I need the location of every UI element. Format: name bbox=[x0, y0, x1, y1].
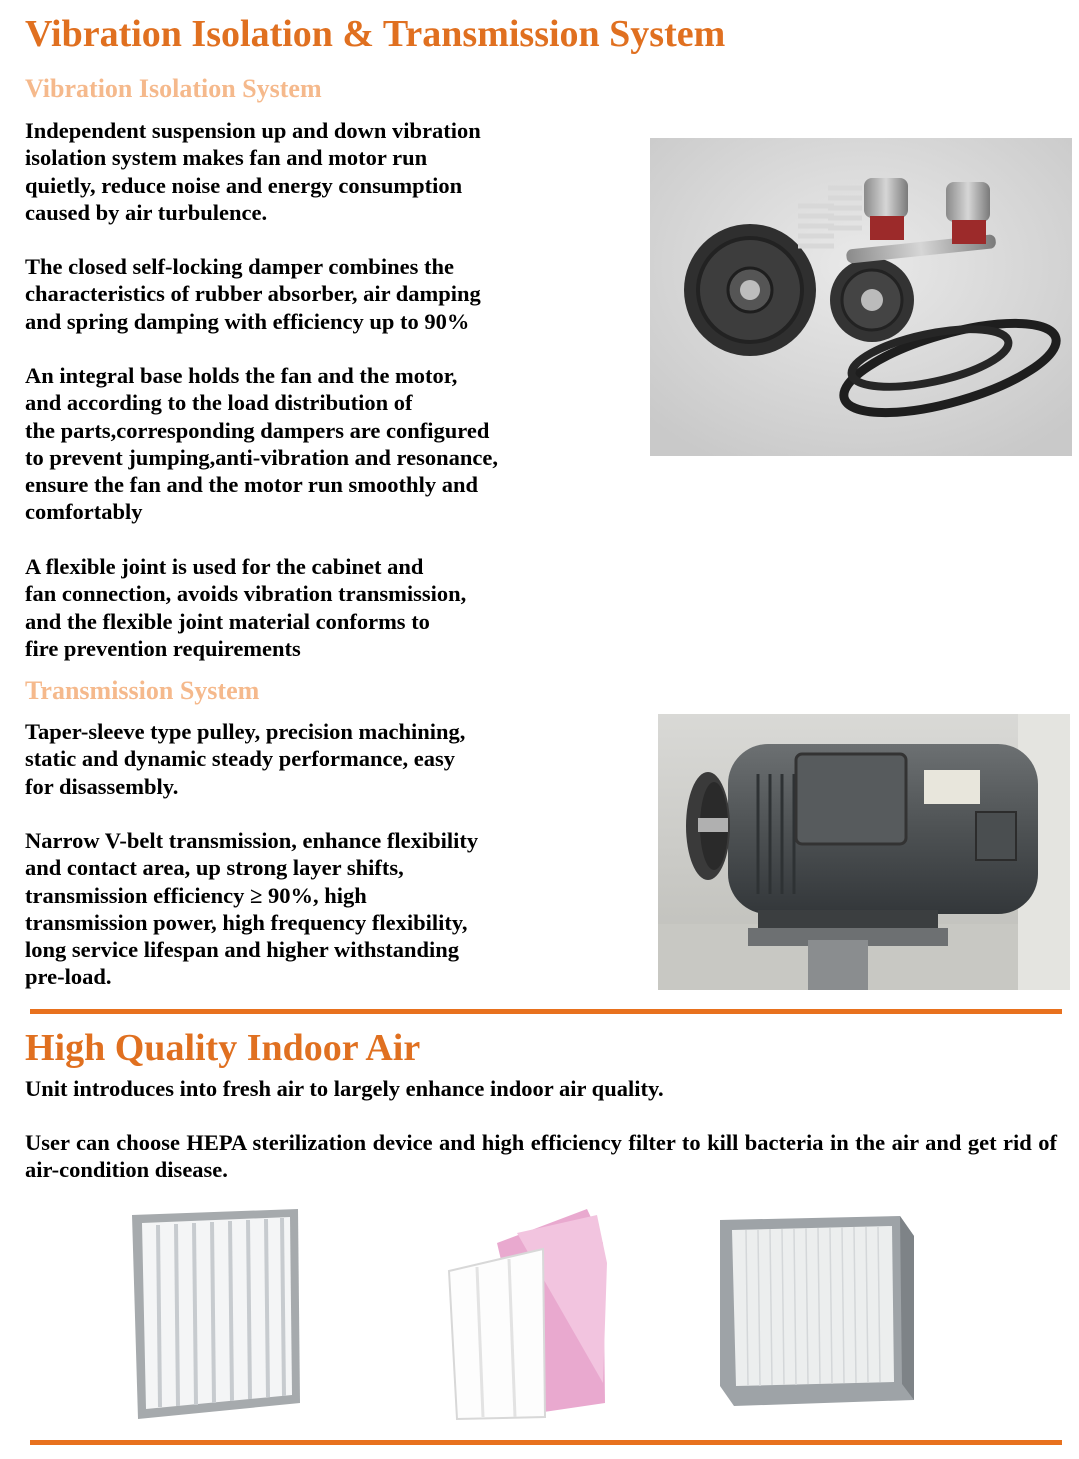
isolation-paragraph-4: A flexible joint is used for the cabinet and fan connection, avoids vibration transmission, and the flexible joint material conforms to fire prevention requirements bbox=[25, 554, 467, 661]
motor-photo bbox=[658, 714, 1070, 990]
vibration-isolation-heading: Vibration Isolation System bbox=[25, 74, 322, 103]
panel-filter-photo bbox=[128, 1207, 304, 1419]
isolation-paragraph-3: An integral base holds the fan and the motor, and according to the load distribution of the parts,corresponding dampers are configured to prevent jumping,anti-vibration and resonance, ensure the fan and the motor run smoothly and comfortably bbox=[25, 363, 498, 525]
transmission-heading: Transmission System bbox=[25, 676, 260, 705]
isolation-paragraph-2: The closed self-locking damper combines the characteristics of rubber absorber, air damping and spring damping with efficiency up to 90% bbox=[25, 254, 481, 334]
indoor-air-paragraph-1: Unit introduces into fresh air to largely enhance indoor air quality. bbox=[25, 1076, 664, 1101]
indoor-air-paragraph-2: User can choose HEPA sterilization device and high efficiency filter to kill bacteria in the air and get rid of air-condition disease. bbox=[25, 1130, 1057, 1183]
isolation-paragraph-1: Independent suspension up and down vibration isolation system makes fan and motor run quietly, reduce noise and energy consumption caused by air turbulence. bbox=[25, 118, 481, 225]
section-divider-bottom bbox=[30, 1440, 1062, 1445]
transmission-paragraph-2: Narrow V-belt transmission, enhance flexibility and contact area, up strong layer shifts, transmission efficiency ≥ 90%, high transmission power, high frequency flexibility, long service lifespan and higher withstanding pre-load. bbox=[25, 828, 479, 990]
indoor-air-title: High Quality Indoor Air bbox=[25, 1027, 421, 1069]
transmission-paragraph-1: Taper-sleeve type pulley, precision machining, static and dynamic steady performance, easy for disassembly. bbox=[25, 719, 466, 799]
bag-filter-photo bbox=[427, 1203, 613, 1427]
page-title: Vibration Isolation & Transmission System bbox=[25, 13, 726, 55]
damper-parts-photo bbox=[650, 138, 1072, 456]
section-divider-top bbox=[30, 1009, 1062, 1014]
hepa-filter-photo bbox=[716, 1214, 920, 1408]
